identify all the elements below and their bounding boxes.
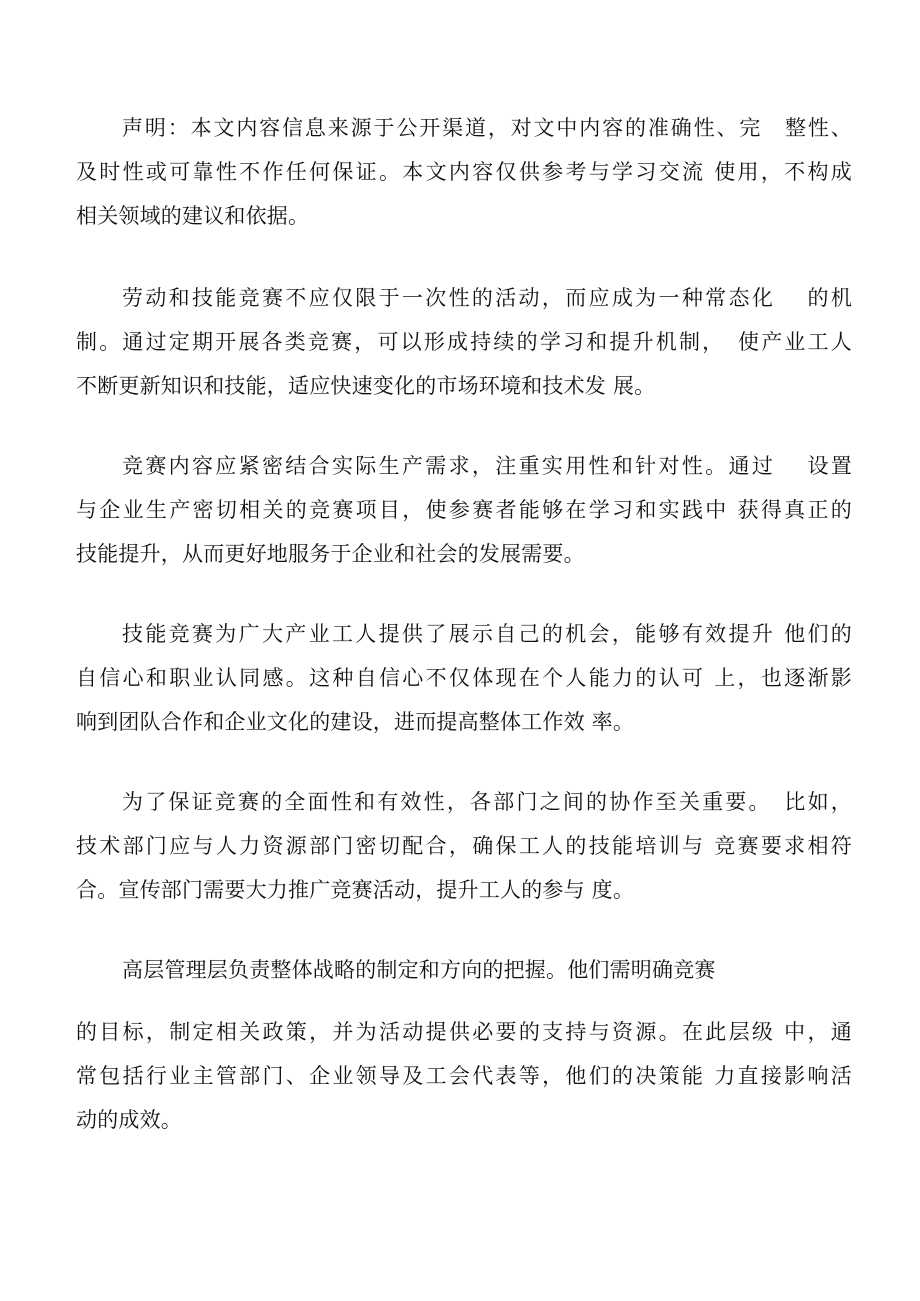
- text-line: 合。宣传部门需要大力推广竞赛活动，提升工人的参与 度。: [76, 878, 635, 902]
- text-line: 常包括行业主管部门、企业领导及工会代表等，他们的决策能 力直接影响活: [76, 1064, 852, 1088]
- text-line: 响到团队合作和企业文化的建设，进而提高整体工作效 率。: [76, 710, 635, 734]
- paragraph-body: [76, 948, 852, 992]
- text-line: 技术部门应与人力资源部门密切配合，确保工人的技能培训与 竞赛要求相符: [76, 834, 852, 858]
- text-line: 及时性或可靠性不作任何保证。本文内容仅供参考与学习交流 使用，不构成: [76, 160, 852, 184]
- text-line: 动的成效。: [76, 1108, 182, 1132]
- text-line: 不断更新知识和技能，适应快速变化的市场环境和技术发 展。: [76, 374, 656, 398]
- text-line: 为了保证竞赛的全面性和有效性，各部门之间的协作至关重要。 比如，: [122, 790, 852, 814]
- paragraph-body: [76, 780, 852, 912]
- paragraph-body: [76, 444, 852, 576]
- paragraph-body: [76, 276, 852, 408]
- paragraph-disclaimer: [76, 106, 852, 238]
- paragraph-body: [76, 1010, 852, 1142]
- text-line: 的目标，制定相关政策，并为活动提供必要的支持与资源。在此层级 中，通: [76, 1020, 852, 1044]
- paragraph-body: [76, 612, 852, 744]
- text-line: 技能提升，从而更好地服务于企业和社会的发展需要。: [76, 542, 585, 566]
- text-line: 与企业生产密切相关的竞赛项目，使参赛者能够在学习和实践中 获得真正的: [76, 498, 852, 522]
- text-line: 声明：本文内容信息来源于公开渠道，对文中内容的准确性、完 整性、: [122, 116, 852, 140]
- text-line: 自信心和职业认同感。这种自信心不仅体现在个人能力的认可 上，也逐渐影: [76, 666, 852, 690]
- text-line: 相关领域的建议和依据。: [76, 204, 310, 228]
- text-line: 制。通过定期开展各类竞赛，可以形成持续的学习和提升机制， 使产业工人: [76, 330, 852, 354]
- text-line: 竞赛内容应紧密结合实际生产需求，注重实用性和针对性。通过 设置: [122, 454, 852, 478]
- text-line: 技能竞赛为广大产业工人提供了展示自己的机会，能够有效提升 他们的: [122, 622, 852, 646]
- text-line: 高层管理层负责整体战略的制定和方向的把握。他们需明确竞赛: [122, 958, 716, 982]
- text-line: 劳动和技能竞赛不应仅限于一次性的活动，而应成为一种常态化 的机: [122, 286, 852, 310]
